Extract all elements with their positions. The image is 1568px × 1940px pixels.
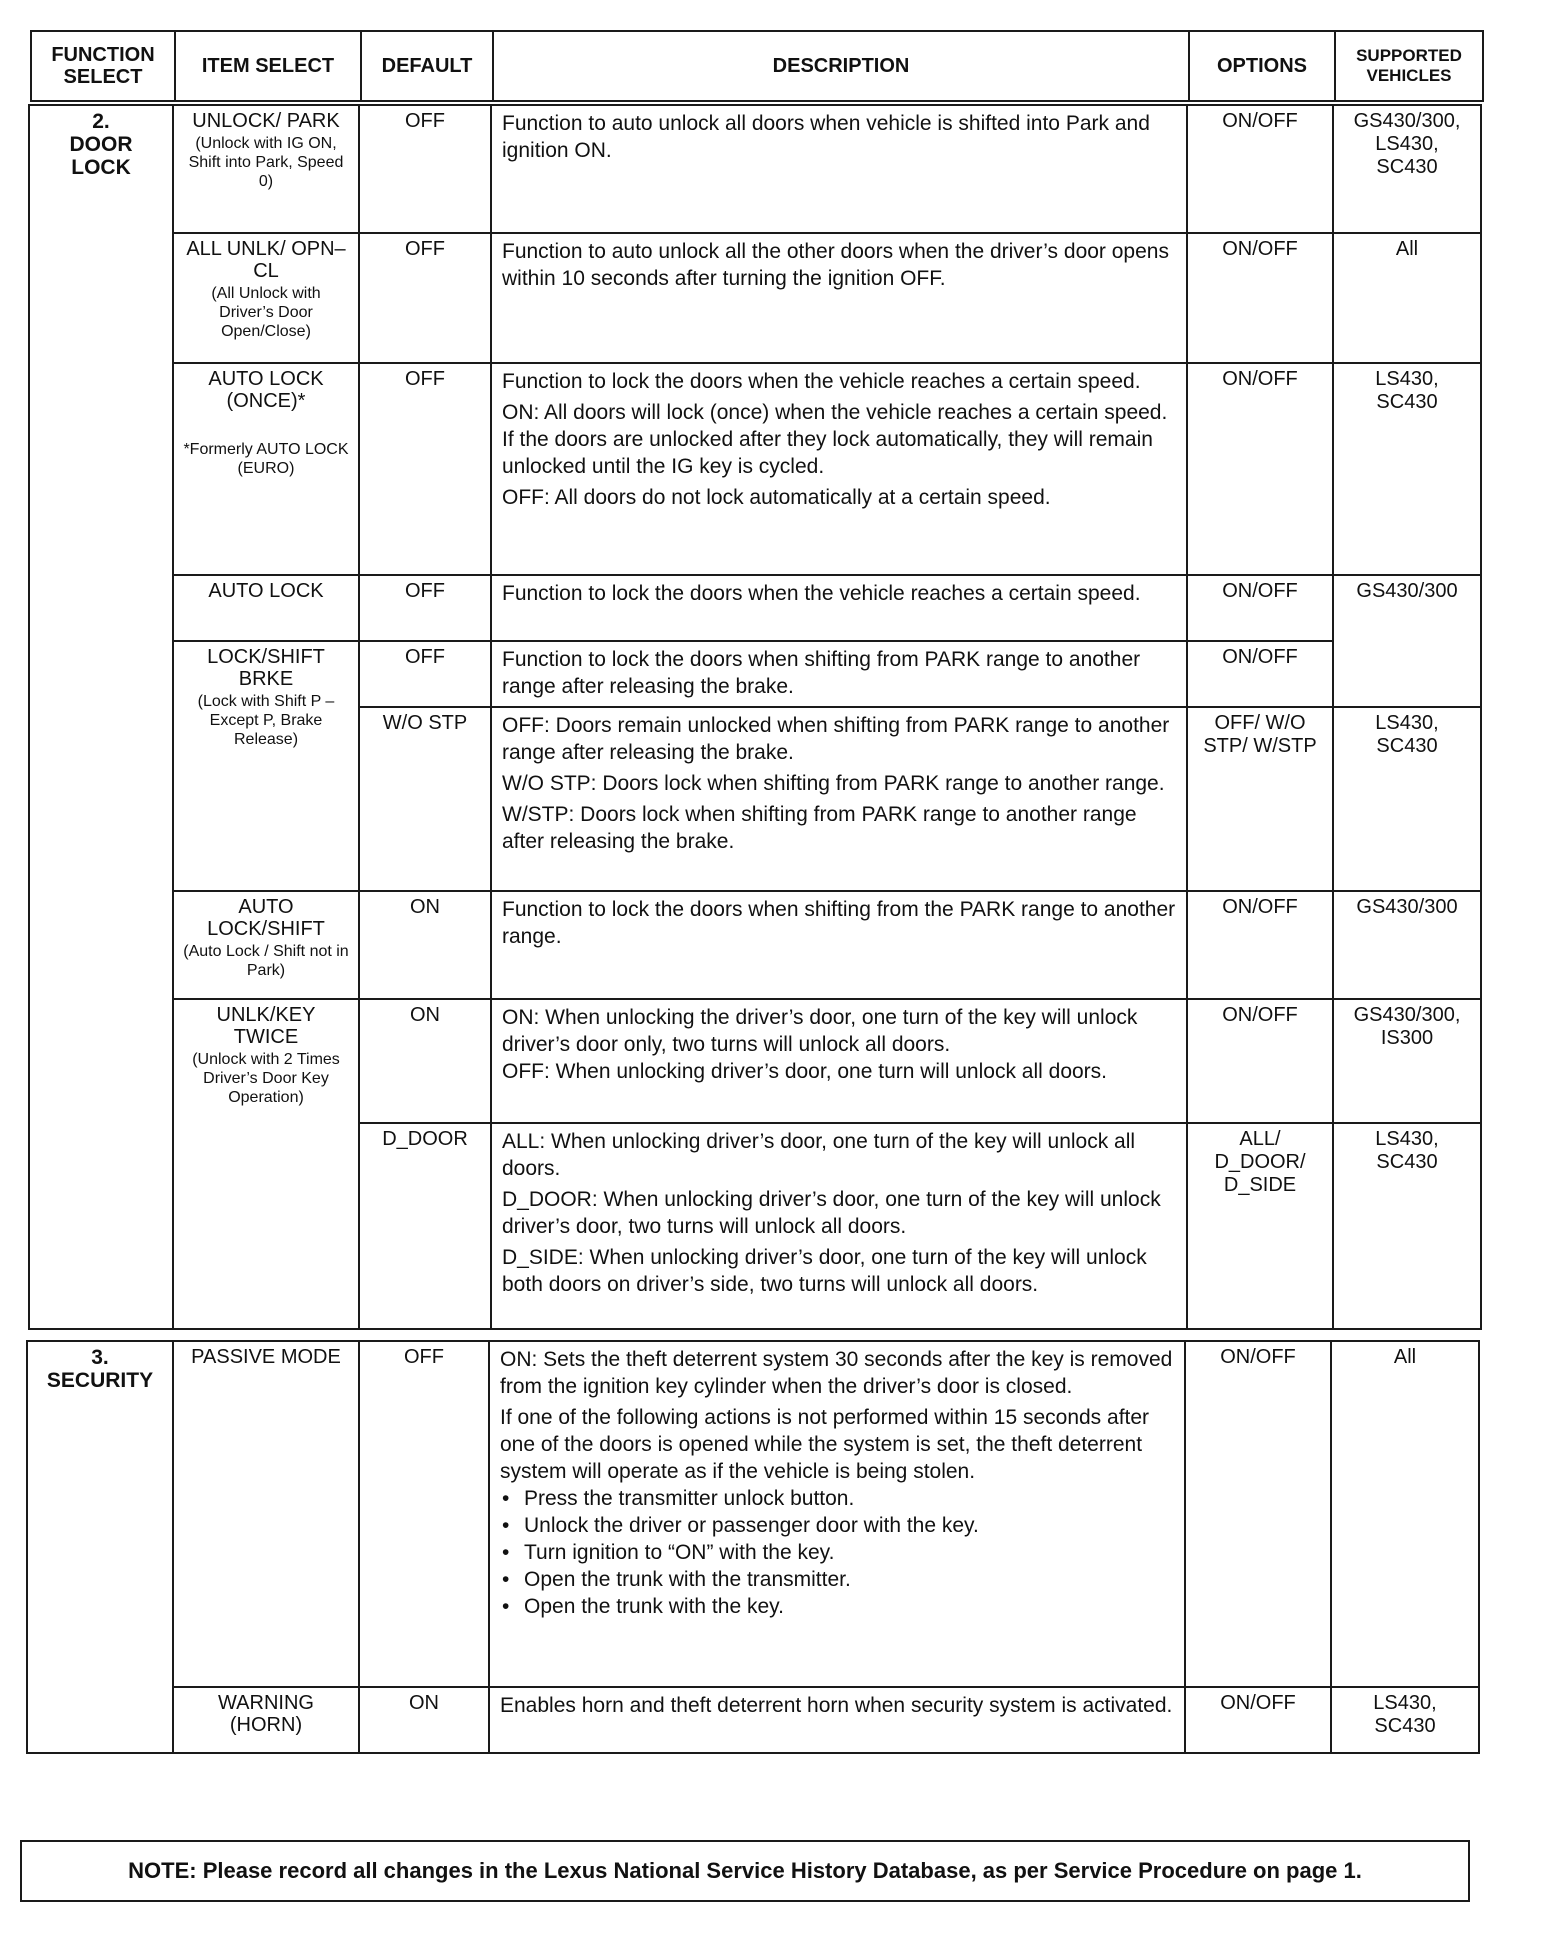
- table-row: [29, 999, 1481, 1123]
- default-value: W/O STP: [359, 707, 491, 891]
- options-value: ON/OFF: [1187, 233, 1333, 363]
- list-item: • Turn ignition to “ON” with the key.: [500, 1539, 1174, 1566]
- item-warning-horn: [173, 1687, 359, 1753]
- options-value: ON/OFF: [1187, 891, 1333, 999]
- header-supported-vehicles: SUPPORTED VEHICLES: [1335, 31, 1483, 101]
- table-row: [27, 1341, 1479, 1687]
- description-paragraph: OFF: When unlocking driver’s door, one turn will unlock all doors.: [502, 1060, 1108, 1083]
- vehicles-value: GS430/300, IS300: [1333, 999, 1481, 1123]
- options-value: ON/OFF: [1187, 999, 1333, 1123]
- item-name: LOCK/SHIFT BRKE: [207, 646, 325, 690]
- list-item: • Open the trunk with the key.: [500, 1593, 1174, 1620]
- item-name: AUTO LOCK (ONCE)*: [208, 368, 324, 412]
- vehicles-value: All: [1331, 1341, 1479, 1687]
- vehicles-value: LS430, SC430: [1331, 1687, 1479, 1753]
- description-paragraph: Function to lock the doors when the vehicle reaches a certain speed.: [502, 370, 1141, 393]
- table-row: [29, 891, 1481, 999]
- header-default: DEFAULT: [361, 31, 493, 101]
- function-number: 3.: [91, 1346, 109, 1369]
- options-value: ON/OFF: [1187, 105, 1333, 233]
- header-table: [30, 30, 1484, 102]
- item-unlk-key-twice: [173, 999, 359, 1329]
- description-cell: [491, 363, 1187, 575]
- item-name: WARNING (HORN): [218, 1692, 314, 1736]
- vehicles-value: All: [1333, 233, 1481, 363]
- table-row: [29, 363, 1481, 575]
- item-note: (Unlock with 2 Times Driver’s Door Key Operation): [192, 1051, 340, 1106]
- description-cell: Enables horn and theft deterrent horn when security system is activated.: [489, 1687, 1185, 1753]
- default-value: OFF: [359, 105, 491, 233]
- description-paragraph: ON: When unlocking the driver’s door, one turn of the key will unlock driver’s door only, two turns will unlock all doors.: [502, 1006, 1138, 1056]
- vehicles-value: LS430, SC430: [1333, 1123, 1481, 1329]
- options-value: ON/OFF: [1185, 1341, 1331, 1687]
- item-lock-shift-brke: [173, 641, 359, 891]
- list-item: • Unlock the driver or passenger door with the key.: [500, 1512, 1174, 1539]
- note-box: NOTE: Please record all changes in the Lexus National Service History Database, as per Service Procedure on page 1.: [20, 1840, 1470, 1902]
- default-value: ON: [359, 999, 491, 1123]
- item-auto-lock: [173, 575, 359, 641]
- options-value: ALL/ D_DOOR/ D_SIDE: [1187, 1123, 1333, 1329]
- item-name: PASSIVE MODE: [191, 1346, 341, 1368]
- item-note: (Unlock with IG ON, Shift into Park, Speed 0): [188, 135, 344, 190]
- table-row: [29, 641, 1481, 707]
- description-paragraph: OFF: Doors remain unlocked when shifting from PARK range to another range after releasing the brake.: [502, 714, 1170, 764]
- description-paragraph: W/O STP: Doors lock when shifting from PARK range to another range.: [502, 772, 1165, 795]
- description-paragraph: ALL: When unlocking driver’s door, one turn of the key will unlock all doors.: [502, 1130, 1136, 1180]
- table-row: [27, 1687, 1479, 1753]
- item-name: UNLK/KEY TWICE: [216, 1004, 316, 1048]
- vehicles-value: GS430/300: [1333, 575, 1481, 707]
- description-cell: Function to auto unlock all doors when vehicle is shifted into Park and ignition ON.: [491, 105, 1187, 233]
- vehicles-value: GS430/300, LS430, SC430: [1333, 105, 1481, 233]
- function-name: SECURITY: [46, 1369, 154, 1392]
- header-item-select: ITEM SELECT: [175, 31, 361, 101]
- item-auto-lock-once: [173, 363, 359, 575]
- item-note: (All Unlock with Driver’s Door Open/Close): [211, 285, 321, 340]
- function-security: [27, 1341, 173, 1753]
- default-value: ON: [359, 1687, 489, 1753]
- list-item: • Open the trunk with the transmitter.: [500, 1566, 1174, 1593]
- description-paragraph: D_SIDE: When unlocking driver’s door, one turn of the key will unlock both doors on driver’s side, two turns will unlock all doors.: [502, 1246, 1147, 1296]
- table-row: [29, 105, 1481, 233]
- description-paragraph: OFF: All doors do not lock automatically at a certain speed.: [502, 486, 1051, 509]
- item-passive-mode: [173, 1341, 359, 1687]
- table-row: [29, 575, 1481, 641]
- header-description: DESCRIPTION: [493, 31, 1189, 101]
- description-paragraph: ON: Sets the theft deterrent system 30 seconds after the key is removed from the ignition key cylinder when the driver’s door is closed.: [500, 1348, 1173, 1398]
- vehicles-value: LS430, SC430: [1333, 363, 1481, 575]
- description-cell: [491, 1123, 1187, 1329]
- default-value: OFF: [359, 575, 491, 641]
- item-all-unlk: [173, 233, 359, 363]
- default-value: ON: [359, 891, 491, 999]
- description-cell: [491, 999, 1187, 1123]
- default-value: OFF: [359, 1341, 489, 1687]
- table-row: [29, 233, 1481, 363]
- item-name: AUTO LOCK/SHIFT: [207, 896, 325, 940]
- item-note: *Formerly AUTO LOCK (EURO): [183, 441, 349, 477]
- description-cell: [489, 1341, 1185, 1687]
- default-value: D_DOOR: [359, 1123, 491, 1329]
- vehicles-value: LS430, SC430: [1333, 707, 1481, 891]
- options-value: ON/OFF: [1187, 575, 1333, 641]
- function-name: DOOR LOCK: [69, 133, 133, 179]
- description-paragraph: ON: All doors will lock (once) when the vehicle reaches a certain speed. If the doors are unlocked after they lock automatically, they will remain unlocked until the IG key is cycled.: [502, 401, 1168, 478]
- item-auto-lock-shift: [173, 891, 359, 999]
- door-lock-table: [28, 104, 1482, 1330]
- default-value: OFF: [359, 641, 491, 707]
- item-note: (Auto Lock / Shift not in Park): [183, 943, 349, 979]
- description-cell: [491, 707, 1187, 891]
- item-note: (Lock with Shift P – Except P, Brake Release): [197, 693, 335, 748]
- item-name: ALL UNLK/ OPN–CL: [186, 238, 346, 282]
- options-value: ON/OFF: [1187, 363, 1333, 575]
- function-door-lock: [29, 105, 173, 1329]
- function-number: 2.: [92, 110, 110, 133]
- default-value: OFF: [359, 363, 491, 575]
- item-unlock-park: [173, 105, 359, 233]
- options-value: ON/OFF: [1185, 1687, 1331, 1753]
- item-name: UNLOCK/ PARK: [192, 110, 340, 132]
- default-value: OFF: [359, 233, 491, 363]
- options-value: OFF/ W/O STP/ W/STP: [1187, 707, 1333, 891]
- header-function-select: FUNCTION SELECT: [31, 31, 175, 101]
- description-paragraph: D_DOOR: When unlocking driver’s door, one turn of the key will unlock driver’s door, two turns will unlock all doors.: [502, 1188, 1161, 1238]
- security-table: [26, 1340, 1480, 1754]
- description-paragraph: If one of the following actions is not performed within 15 seconds after one of the doors is opened while the system is set, the theft deterrent system will operate as if the vehicle is being stolen.: [500, 1406, 1150, 1483]
- list-item: • Press the transmitter unlock button.: [500, 1485, 1174, 1512]
- action-list: [500, 1485, 1174, 1620]
- description-cell: Function to lock the doors when shifting from PARK range to another range after releasing the brake.: [491, 641, 1187, 707]
- header-options: OPTIONS: [1189, 31, 1335, 101]
- item-name: AUTO LOCK: [208, 580, 324, 602]
- description-paragraph: W/STP: Doors lock when shifting from PARK range to another range after releasing the brake.: [502, 803, 1137, 853]
- vehicles-value: GS430/300: [1333, 891, 1481, 999]
- description-cell: Function to auto unlock all the other doors when the driver’s door opens within 10 seconds after turning the ignition OFF.: [491, 233, 1187, 363]
- header-row: [31, 31, 1483, 101]
- description-cell: Function to lock the doors when the vehicle reaches a certain speed.: [491, 575, 1187, 641]
- options-value: ON/OFF: [1187, 641, 1333, 707]
- description-cell: Function to lock the doors when shifting from the PARK range to another range.: [491, 891, 1187, 999]
